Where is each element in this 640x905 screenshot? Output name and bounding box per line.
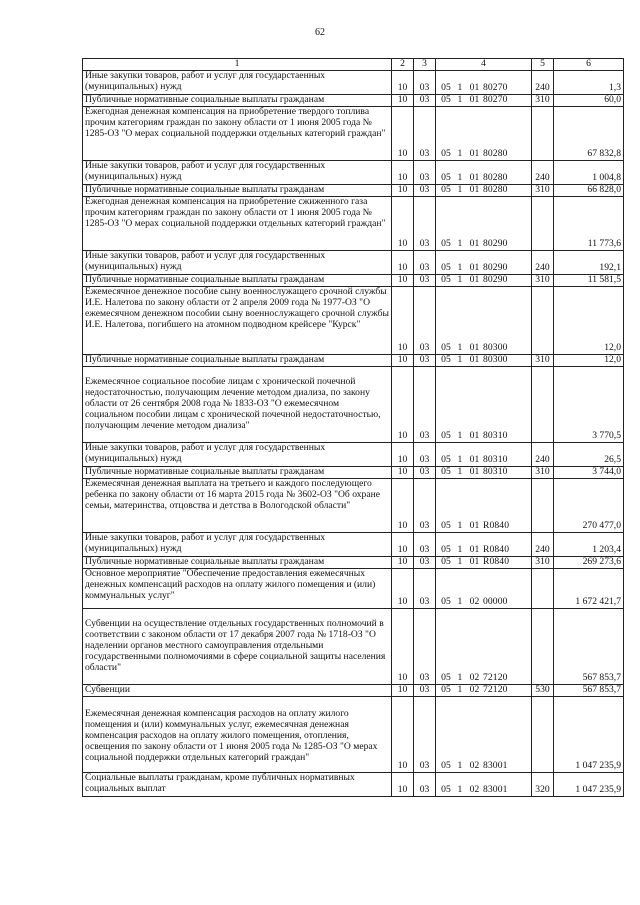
amount-value: 270 477,0 <box>554 479 624 533</box>
table-row <box>83 609 624 685</box>
expense-type-code <box>532 609 554 685</box>
code-part: 01 <box>469 262 480 274</box>
table-row <box>83 197 624 251</box>
code-part: 01 <box>469 238 480 250</box>
table-row <box>83 251 624 275</box>
code-part: 80270 <box>483 94 508 106</box>
section-code: 10 <box>392 467 414 479</box>
expense-type-code: 320 <box>532 773 554 797</box>
subsection-code: 03 <box>414 367 436 443</box>
target-article-code <box>436 107 532 161</box>
subsection-code: 03 <box>414 697 436 773</box>
header-col-6: 6 <box>554 59 624 71</box>
expense-type-code <box>532 697 554 773</box>
section-code: 10 <box>392 685 414 697</box>
amount-value: 1 672 421,7 <box>554 569 624 609</box>
row-name: Субвенции <box>83 685 392 697</box>
subsection-code: 03 <box>414 569 436 609</box>
code-part: 1 <box>457 82 463 94</box>
expense-type-code: 240 <box>532 161 554 185</box>
row-name: Иные закупки товаров, работ и услуг для государственных (муниципальных) нужд <box>83 443 392 467</box>
amount-value: 60,0 <box>554 95 624 107</box>
target-article-code <box>436 95 532 107</box>
amount-value: 11 581,5 <box>554 275 624 287</box>
expense-type-code: 310 <box>532 275 554 287</box>
subsection-code: 03 <box>414 197 436 251</box>
code-part: 00000 <box>483 596 508 608</box>
amount-value: 12,0 <box>554 287 624 355</box>
code-part: 80300 <box>483 342 508 354</box>
code-part: 05 <box>441 354 451 366</box>
amount-value: 1 047 235,9 <box>554 697 624 773</box>
expense-type-code <box>532 287 554 355</box>
target-article-code <box>436 533 532 557</box>
table-row <box>83 355 624 367</box>
code-part: 01 <box>469 82 480 94</box>
subsection-code: 03 <box>414 557 436 569</box>
code-part: 05 <box>441 82 451 94</box>
table-row <box>83 161 624 185</box>
amount-value: 11 773,6 <box>554 197 624 251</box>
section-code: 10 <box>392 355 414 367</box>
section-code: 10 <box>392 569 414 609</box>
row-name: Ежемесячная денежная выплата на третьего и каждого последующего ребенка по закону области от 16 марта 2015 года № 3602-ОЗ "Об охране семьи, материнства, отцовства и детства в Вологодской области" <box>83 479 392 533</box>
table-row <box>83 467 624 479</box>
code-part: 05 <box>441 454 451 466</box>
expense-type-code: 530 <box>532 685 554 697</box>
amount-value: 1 203,4 <box>554 533 624 557</box>
subsection-code: 03 <box>414 443 436 467</box>
target-article-code <box>436 355 532 367</box>
code-part: 01 <box>469 148 480 160</box>
code-part: 80310 <box>483 430 508 442</box>
code-part: 05 <box>441 556 451 568</box>
target-article-code <box>436 685 532 697</box>
code-part: 02 <box>469 672 480 684</box>
code-part: 1 <box>457 672 463 684</box>
code-part: 1 <box>457 342 463 354</box>
expense-type-code: 310 <box>532 557 554 569</box>
section-code: 10 <box>392 609 414 685</box>
target-article-code <box>436 367 532 443</box>
code-part: 80310 <box>483 466 508 478</box>
budget-table <box>82 58 624 797</box>
row-name: Иные закупки товаров, работ и услуг для государственных (муниципальных) нужд <box>83 161 392 185</box>
code-part: R0840 <box>483 520 510 532</box>
expense-type-code: 240 <box>532 533 554 557</box>
expense-type-code: 310 <box>532 355 554 367</box>
row-name: Иные закупки товаров, работ и услуг для государственных (муниципальных) нужд <box>83 533 392 557</box>
section-code: 10 <box>392 533 414 557</box>
amount-value: 67 832,8 <box>554 107 624 161</box>
table-row <box>83 367 624 443</box>
code-part: 83001 <box>483 784 508 796</box>
section-code: 10 <box>392 95 414 107</box>
row-name: Ежегодная денежная компенсация на приобретение твердого топлива прочим категориям граждан по закону области от 1 июня 2005 года № 1285-ОЗ "О мерах социальной поддержки отдельных категорий граждан" <box>83 107 392 161</box>
target-article-code <box>436 251 532 275</box>
amount-value: 3 744,0 <box>554 467 624 479</box>
subsection-code: 03 <box>414 95 436 107</box>
subsection-code: 03 <box>414 275 436 287</box>
row-name: Публичные нормативные социальные выплаты гражданам <box>83 275 392 287</box>
header-col-3: 3 <box>414 59 436 71</box>
table-header-row <box>83 59 624 71</box>
code-part: 83001 <box>483 760 508 772</box>
code-part: 72120 <box>483 672 508 684</box>
code-part: 80290 <box>483 262 508 274</box>
table-row <box>83 557 624 569</box>
expense-type-code: 240 <box>532 443 554 467</box>
subsection-code: 03 <box>414 609 436 685</box>
target-article-code <box>436 287 532 355</box>
code-part: 01 <box>469 274 480 286</box>
table-row <box>83 185 624 197</box>
code-part: 01 <box>469 556 480 568</box>
code-part: 1 <box>457 684 463 696</box>
code-part: 1 <box>457 760 463 772</box>
section-code: 10 <box>392 71 414 95</box>
subsection-code: 03 <box>414 71 436 95</box>
code-part: 05 <box>441 784 451 796</box>
target-article-code <box>436 161 532 185</box>
table-row <box>83 107 624 161</box>
target-article-code <box>436 275 532 287</box>
row-name: Социальные выплаты гражданам, кроме публичных нормативных социальных выплат <box>83 773 392 797</box>
row-name: Публичные нормативные социальные выплаты гражданам <box>83 467 392 479</box>
code-part: 72120 <box>483 684 508 696</box>
target-article-code <box>436 557 532 569</box>
code-part: 02 <box>469 596 480 608</box>
code-part: 1 <box>457 556 463 568</box>
subsection-code: 03 <box>414 355 436 367</box>
code-part: 05 <box>441 238 451 250</box>
row-name: Субвенции на осуществление отдельных государственных полномочий в соответствии с законом области от 17 декабря 2007 года № 1718-ОЗ "О наделении органов местного самоуправления отдельными государственными полномочиями в сфере социальной защиты населения области" <box>83 609 392 685</box>
section-code: 10 <box>392 185 414 197</box>
amount-value: 66 828,0 <box>554 185 624 197</box>
target-article-code <box>436 609 532 685</box>
row-name: Публичные нормативные социальные выплаты гражданам <box>83 95 392 107</box>
code-part: 80300 <box>483 354 508 366</box>
expense-type-code <box>532 569 554 609</box>
code-part: 05 <box>441 172 451 184</box>
row-name: Публичные нормативные социальные выплаты гражданам <box>83 557 392 569</box>
subsection-code: 03 <box>414 467 436 479</box>
code-part: 05 <box>441 684 451 696</box>
code-part: 05 <box>441 274 451 286</box>
section-code: 10 <box>392 197 414 251</box>
target-article-code <box>436 71 532 95</box>
table-row <box>83 275 624 287</box>
section-code: 10 <box>392 479 414 533</box>
target-article-code <box>436 697 532 773</box>
table-row <box>83 685 624 697</box>
section-code: 10 <box>392 287 414 355</box>
row-name: Публичные нормативные социальные выплаты гражданам <box>83 355 392 367</box>
code-part: 1 <box>457 544 463 556</box>
expense-type-code <box>532 367 554 443</box>
code-part: 05 <box>441 148 451 160</box>
code-part: 05 <box>441 430 451 442</box>
amount-value: 1,3 <box>554 71 624 95</box>
section-code: 10 <box>392 161 414 185</box>
expense-type-code: 310 <box>532 185 554 197</box>
section-code: 10 <box>392 773 414 797</box>
code-part: R0840 <box>483 544 510 556</box>
table-row <box>83 287 624 355</box>
section-code: 10 <box>392 251 414 275</box>
table-row <box>83 773 624 797</box>
code-part: 1 <box>457 784 463 796</box>
code-part: 01 <box>469 354 480 366</box>
header-col-4: 4 <box>436 59 532 71</box>
code-part: 1 <box>457 148 463 160</box>
target-article-code <box>436 479 532 533</box>
row-name: Ежемесячное социальное пособие лицам с хронической почечной недостаточностью, получающим лечение методом диализа, по закону области от 26 сентября 2008 года № 1833-ОЗ "О ежемесячном социальном пособии лицам с хронической почечной недостаточностью, получающим лечение методом диализа" <box>83 367 392 443</box>
subsection-code: 03 <box>414 773 436 797</box>
amount-value: 567 853,7 <box>554 685 624 697</box>
code-part: 1 <box>457 466 463 478</box>
table-row <box>83 443 624 467</box>
subsection-code: 03 <box>414 161 436 185</box>
code-part: 02 <box>469 784 480 796</box>
subsection-code: 03 <box>414 251 436 275</box>
code-part: 01 <box>469 184 480 196</box>
code-part: 80310 <box>483 454 508 466</box>
code-part: 1 <box>457 596 463 608</box>
code-part: R0840 <box>483 556 510 568</box>
expense-type-code: 310 <box>532 467 554 479</box>
target-article-code <box>436 197 532 251</box>
code-part: 05 <box>441 184 451 196</box>
section-code: 10 <box>392 557 414 569</box>
amount-value: 1 047 235,9 <box>554 773 624 797</box>
code-part: 01 <box>469 454 480 466</box>
code-part: 01 <box>469 544 480 556</box>
section-code: 10 <box>392 367 414 443</box>
section-code: 10 <box>392 697 414 773</box>
table-row <box>83 71 624 95</box>
amount-value: 1 004,8 <box>554 161 624 185</box>
code-part: 80290 <box>483 238 508 250</box>
code-part: 05 <box>441 544 451 556</box>
expense-type-code: 310 <box>532 95 554 107</box>
code-part: 1 <box>457 262 463 274</box>
amount-value: 567 853,7 <box>554 609 624 685</box>
code-part: 05 <box>441 466 451 478</box>
code-part: 1 <box>457 520 463 532</box>
table-row <box>83 479 624 533</box>
code-part: 05 <box>441 262 451 274</box>
expense-type-code: 240 <box>532 71 554 95</box>
code-part: 01 <box>469 172 480 184</box>
expense-type-code <box>532 197 554 251</box>
table-row <box>83 95 624 107</box>
row-name: Ежемесячная денежная компенсация расходов на оплату жилого помещения и (или) коммунальных услуг, ежемесячная денежная компенсация расходов на оплату жилого помещения, отопления, освещения по закону области от 1 июня 2005 года № 1285-ОЗ "О мерах социальной поддержки отдельных категорий граждан" <box>83 697 392 773</box>
code-part: 1 <box>457 274 463 286</box>
subsection-code: 03 <box>414 479 436 533</box>
header-col-2: 2 <box>392 59 414 71</box>
row-name: Публичные нормативные социальные выплаты гражданам <box>83 185 392 197</box>
target-article-code <box>436 185 532 197</box>
subsection-code: 03 <box>414 533 436 557</box>
row-name: Ежегодная денежная компенсация на приобретение сжиженного газа прочим категориям граждан по закону области от 1 июня 2005 года № 1285-ОЗ "О мерах социальной поддержки отдельных категорий граждан" <box>83 197 392 251</box>
code-part: 80290 <box>483 274 508 286</box>
amount-value: 192,1 <box>554 251 624 275</box>
code-part: 05 <box>441 520 451 532</box>
target-article-code <box>436 569 532 609</box>
code-part: 80280 <box>483 172 508 184</box>
target-article-code <box>436 443 532 467</box>
target-article-code <box>436 773 532 797</box>
code-part: 80270 <box>483 82 508 94</box>
amount-value: 26,5 <box>554 443 624 467</box>
code-part: 05 <box>441 342 451 354</box>
table-row <box>83 697 624 773</box>
page-number: 62 <box>315 27 325 38</box>
code-part: 02 <box>469 684 480 696</box>
section-code: 10 <box>392 275 414 287</box>
code-part: 05 <box>441 596 451 608</box>
code-part: 05 <box>441 94 451 106</box>
target-article-code <box>436 467 532 479</box>
row-name: Иные закупки товаров, работ и услуг для государственных (муниципальных) нужд <box>83 251 392 275</box>
subsection-code: 03 <box>414 107 436 161</box>
expense-type-code <box>532 107 554 161</box>
code-part: 02 <box>469 760 480 772</box>
amount-value: 269 273,6 <box>554 557 624 569</box>
code-part: 1 <box>457 354 463 366</box>
code-part: 1 <box>457 238 463 250</box>
table-row <box>83 533 624 557</box>
code-part: 05 <box>441 760 451 772</box>
code-part: 1 <box>457 94 463 106</box>
code-part: 01 <box>469 430 480 442</box>
row-name: Ежемесячное денежное пособие сыну военнослужащего срочной службы И.Е. Налетова по закону области от 2 апреля 2009 года № 1977-ОЗ "О ежемесячном денежном пособии сыну военнослужащего срочной службы И.Е. Налетова, погибшего на атомном подводном крейсере "Курск" <box>83 287 392 355</box>
code-part: 01 <box>469 342 480 354</box>
section-code: 10 <box>392 107 414 161</box>
code-part: 01 <box>469 520 480 532</box>
header-col-5: 5 <box>532 59 554 71</box>
subsection-code: 03 <box>414 685 436 697</box>
amount-value: 3 770,5 <box>554 367 624 443</box>
section-code: 10 <box>392 443 414 467</box>
expense-type-code: 240 <box>532 251 554 275</box>
table-row <box>83 569 624 609</box>
expense-type-code <box>532 479 554 533</box>
amount-value: 12,0 <box>554 355 624 367</box>
code-part: 1 <box>457 184 463 196</box>
code-part: 1 <box>457 430 463 442</box>
code-part: 01 <box>469 466 480 478</box>
header-col-1: 1 <box>83 59 392 71</box>
code-part: 80280 <box>483 148 508 160</box>
code-part: 80280 <box>483 184 508 196</box>
subsection-code: 03 <box>414 185 436 197</box>
row-name: Иные закупки товаров, работ и услуг для государстаенных (муниципальных) нужд <box>83 71 392 95</box>
row-name: Основное мероприятие "Обеспечение предоставления ежемесячных денежных компенсаций расходов на оплату жилого помещения и (или) коммунальных услуг" <box>83 569 392 609</box>
code-part: 05 <box>441 672 451 684</box>
code-part: 1 <box>457 172 463 184</box>
code-part: 01 <box>469 94 480 106</box>
subsection-code: 03 <box>414 287 436 355</box>
code-part: 1 <box>457 454 463 466</box>
